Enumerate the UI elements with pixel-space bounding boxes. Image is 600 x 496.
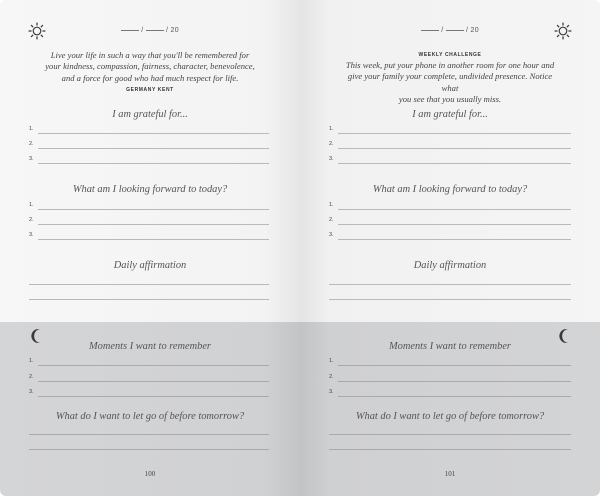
writing-line[interactable] — [38, 239, 269, 240]
writing-line[interactable] — [338, 163, 571, 164]
morning-section — [300, 0, 600, 322]
date-field[interactable] — [0, 27, 300, 34]
entry-number: 2. — [329, 217, 334, 223]
entry-number: 3. — [329, 389, 334, 395]
writing-line[interactable] — [38, 365, 269, 366]
writing-line[interactable] — [338, 381, 571, 382]
day-blank[interactable] — [121, 30, 139, 31]
letgo-line[interactable] — [329, 434, 571, 435]
writing-line[interactable] — [38, 148, 269, 149]
writing-line[interactable] — [38, 381, 269, 382]
entry-number: 3. — [329, 156, 334, 162]
affirmation-line[interactable] — [29, 284, 269, 285]
entry-number: 3. — [29, 389, 34, 395]
entry-number: 1. — [329, 202, 334, 208]
challenge-line: This week, put your phone in another room for one hour and — [345, 60, 555, 70]
forward-heading: What am I looking forward to today? — [372, 184, 528, 195]
affirmation-heading: Daily affirmation — [113, 260, 187, 271]
entry-number: 1. — [29, 358, 34, 364]
quote-line: Live your life in such a way that you'll be remembered for — [50, 50, 250, 60]
grateful-heading: I am grateful for... — [112, 109, 188, 120]
writing-line[interactable] — [38, 133, 269, 134]
challenge-line: give your family your complete, undivided presence. Notice what — [347, 71, 553, 93]
writing-line[interactable] — [338, 133, 571, 134]
challenge-line: you see that you usually miss. — [398, 94, 502, 105]
affirmation-line[interactable] — [329, 299, 571, 300]
entry-number: 3. — [29, 156, 34, 162]
date-separator: / — [441, 27, 444, 34]
writing-line[interactable] — [38, 396, 269, 397]
quote-author: GERMANY KENT — [126, 87, 174, 93]
entry-number: 1. — [329, 358, 334, 364]
entry-number: 1. — [29, 126, 34, 132]
writing-line[interactable] — [338, 209, 571, 210]
year-prefix: / 20 — [166, 27, 179, 34]
entry-number: 2. — [329, 141, 334, 147]
quote-line: and a force for good who had much respect for life. — [61, 72, 239, 83]
affirmation-line[interactable] — [29, 299, 269, 300]
letgo-line[interactable] — [29, 434, 269, 435]
writing-line[interactable] — [338, 365, 571, 366]
writing-line[interactable] — [338, 224, 571, 225]
moments-heading: Moments I want to remember — [89, 341, 211, 352]
entry-number: 2. — [29, 374, 34, 380]
entry-number: 3. — [29, 232, 34, 238]
writing-line[interactable] — [338, 148, 571, 149]
grateful-heading: I am grateful for... — [412, 109, 488, 120]
page-number: 101 — [444, 470, 456, 478]
year-prefix: / 20 — [466, 27, 479, 34]
page-number: 100 — [144, 470, 156, 478]
challenge-text — [300, 60, 600, 106]
entry-number: 3. — [329, 232, 334, 238]
letgo-line[interactable] — [29, 449, 269, 450]
entry-number: 2. — [29, 217, 34, 223]
letgo-line[interactable] — [329, 449, 571, 450]
letgo-heading: What do I want to let go of before tomorrow? — [355, 411, 545, 422]
writing-line[interactable] — [38, 209, 269, 210]
forward-heading: What am I looking forward to today? — [72, 184, 228, 195]
date-field[interactable] — [300, 27, 600, 34]
writing-line[interactable] — [338, 239, 571, 240]
right-page — [300, 0, 600, 496]
month-blank[interactable] — [146, 30, 164, 31]
writing-line[interactable] — [338, 396, 571, 397]
month-blank[interactable] — [446, 30, 464, 31]
date-separator: / — [141, 27, 144, 34]
morning-section — [0, 0, 300, 322]
day-blank[interactable] — [421, 30, 439, 31]
writing-line[interactable] — [38, 163, 269, 164]
affirmation-line[interactable] — [329, 284, 571, 285]
letgo-heading: What do I want to let go of before tomorrow? — [55, 411, 245, 422]
entry-number: 2. — [29, 141, 34, 147]
affirmation-heading: Daily affirmation — [413, 260, 487, 271]
entry-number: 1. — [29, 202, 34, 208]
weekly-challenge-label: WEEKLY CHALLENGE — [418, 52, 482, 58]
quote-line: your kindness, compassion, fairness, character, benevolence, — [45, 61, 255, 72]
writing-line[interactable] — [38, 224, 269, 225]
moments-heading: Moments I want to remember — [389, 341, 511, 352]
quote — [0, 50, 300, 84]
entry-number: 2. — [329, 374, 334, 380]
entry-number: 1. — [329, 126, 334, 132]
